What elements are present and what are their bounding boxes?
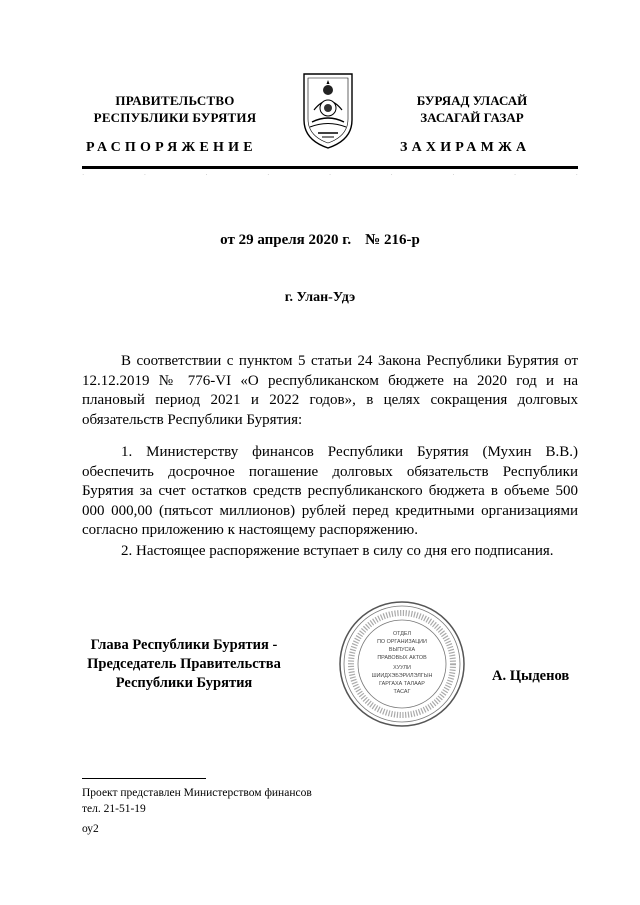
signatory-title-line2: Председатель Правительства (87, 656, 281, 672)
signatory-title-line3: Республики Бурятия (115, 675, 253, 691)
city: г. Улан-Удэ (284, 290, 356, 305)
footer-phone: тел. 21-51-19 (82, 803, 146, 815)
header-divider (82, 166, 578, 169)
seal-text-line3: ВЫПУСКА (388, 647, 416, 653)
document-date: от 29 апреля 2020 г. (220, 232, 352, 248)
header-right-line2: ЗАСАГАЙ ГАЗАР (420, 110, 524, 125)
document-type-bur: ЗАХИРАМЖА (400, 140, 531, 155)
header-left-line1: ПРАВИТЕЛЬСТВО (115, 93, 235, 108)
footer-project-note: Проект представлен Министерством финансов (82, 787, 312, 799)
seal-text-line8: ТАСАГ (393, 689, 411, 695)
header-right (366, 92, 578, 126)
header-right-line1: БУРЯАД УЛАСАЙ (416, 93, 528, 108)
header-dotted-divider: · · · · · · · · · (82, 171, 578, 179)
footer-initials: оу2 (82, 823, 99, 835)
paragraph-item-2: 2. Настоящее распоряжение вступает в силу со дня его подписания. (121, 543, 554, 559)
official-seal (337, 599, 467, 729)
header-left-line2: РЕСПУБЛИКИ БУРЯТИЯ (93, 110, 257, 125)
document-number: № 216-р (365, 232, 420, 248)
seal-text-line6: ШИИДХЭБЭРИЛЭЛГЫН (371, 673, 433, 679)
date-number-line (0, 232, 640, 249)
paragraph-item-1: 1. Министерству финансов Республики Бурятия (Мухин В.В.) обеспечить досрочное погашение долговых обязательств Республики Бурятия за счет остатков средств республиканского бюджета в объеме 500 000 000,00 (пятьсот миллионов) рублей перед кредитными организациями согласно приложению к настоящему распоряжению. (82, 444, 578, 538)
header-left (66, 92, 284, 126)
signatory-name: А. Цыденов (492, 668, 570, 684)
document-type-ru: РАСПОРЯЖЕНИЕ (86, 140, 257, 155)
coat-of-arms-emblem (298, 70, 358, 150)
seal-text-line1: ОТДЕЛ (392, 631, 412, 637)
seal-text-line2: ПО ОРГАНИЗАЦИИ (377, 639, 427, 645)
seal-text-line5: ХУУЛИ (393, 665, 411, 671)
paragraph-preamble: В соответствии с пунктом 5 статьи 24 Закона Республики Бурятия от 12.12.2019 № 776-VI «О республиканском бюджете на 2020 год и на плановый период 2021 и 2022 годов», в целях сокращения долговых обязательств Республики Бурятия: (82, 353, 578, 428)
seal-text-line4: ПРАВОВЫХ АКТОВ (377, 655, 427, 661)
signatory-title (78, 636, 290, 693)
signatory-title-line1: Глава Республики Бурятия - (90, 637, 278, 653)
footer-divider (82, 778, 206, 779)
seal-text-line7: ГАРГАХА ТАЛААР (379, 681, 425, 687)
